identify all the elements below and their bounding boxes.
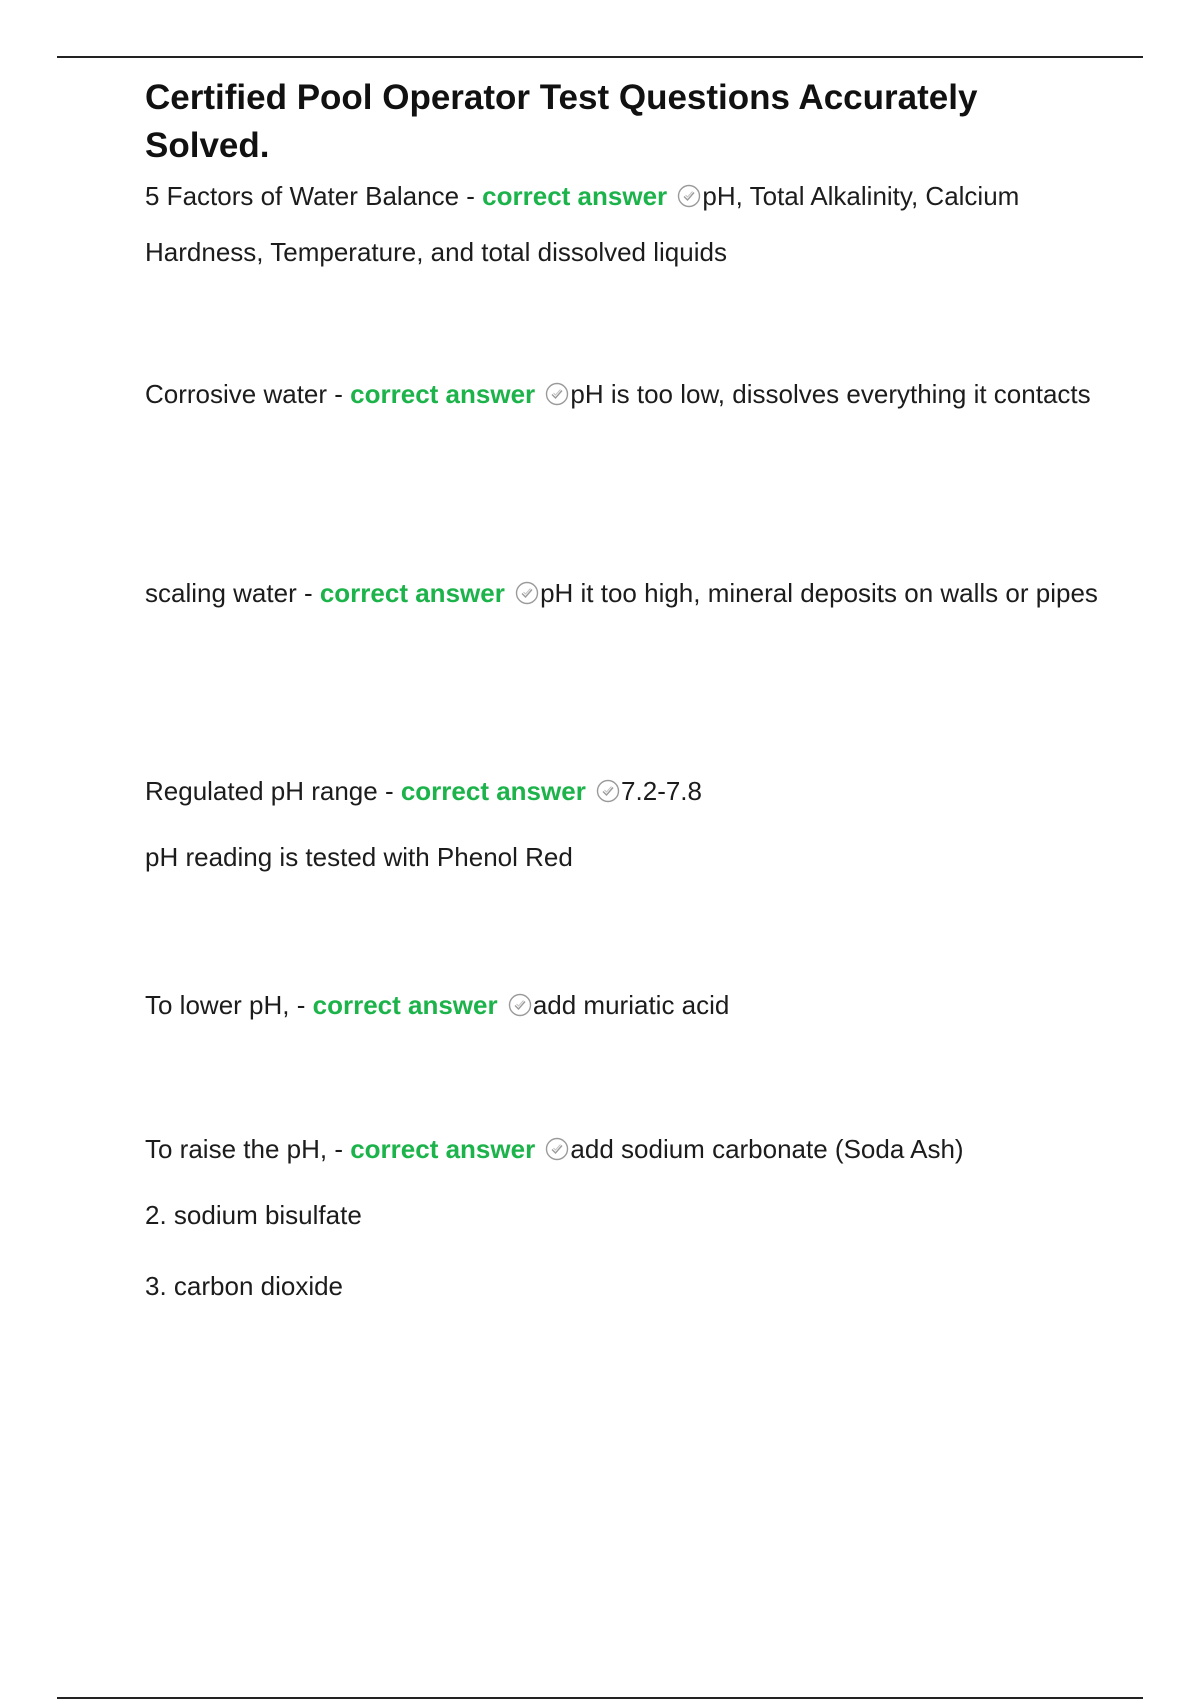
answer-label: correct answer bbox=[319, 578, 505, 608]
check-circle-icon bbox=[545, 1124, 569, 1148]
answer-text: pH is too low, dissolves everything it contacts bbox=[570, 379, 1091, 409]
separator: - bbox=[296, 578, 320, 608]
document-body bbox=[145, 74, 1105, 1301]
separator: - bbox=[327, 379, 351, 409]
check-circle-icon bbox=[515, 568, 539, 592]
extra-line: 3. carbon dioxide bbox=[145, 1271, 344, 1301]
question-text: scaling water bbox=[145, 578, 297, 608]
document-title: Certified Pool Operator Test Questions Accurately Solved. bbox=[145, 78, 978, 165]
qa-item bbox=[145, 366, 1105, 422]
extra-line: pH reading is tested with Phenol Red bbox=[145, 842, 573, 872]
answer-text: 7.2-7.8 bbox=[621, 776, 702, 806]
top-rule bbox=[57, 56, 1143, 58]
qa-item bbox=[145, 168, 1105, 280]
bottom-rule bbox=[57, 1697, 1143, 1699]
extra-line: 2. sodium bisulfate bbox=[145, 1200, 362, 1230]
answer-text: pH it too high, mineral deposits on walls or pipes bbox=[540, 578, 1098, 608]
answer-text: add sodium carbonate (Soda Ash) bbox=[570, 1134, 964, 1164]
separator: - bbox=[459, 181, 483, 211]
separator: - bbox=[327, 1134, 351, 1164]
question-text: Corrosive water bbox=[145, 379, 328, 409]
check-circle-icon bbox=[677, 171, 701, 195]
qa-item bbox=[145, 565, 1105, 621]
question-text: To lower pH, bbox=[145, 990, 290, 1020]
answer-label: correct answer bbox=[350, 1134, 536, 1164]
question-text: To raise the pH, bbox=[145, 1134, 328, 1164]
qa-item bbox=[145, 977, 1105, 1033]
answer-text: pH, Total Alkalinity, Calcium Hardness, Temperature, and total dissolved liquids bbox=[145, 181, 1020, 267]
answer-label: correct answer bbox=[350, 379, 536, 409]
answer-label: correct answer bbox=[400, 776, 586, 806]
answer-label: correct answer bbox=[312, 990, 498, 1020]
answer-label: correct answer bbox=[482, 181, 668, 211]
qa-item bbox=[145, 1121, 1105, 1177]
check-circle-icon bbox=[596, 766, 620, 790]
check-circle-icon bbox=[545, 369, 569, 393]
check-circle-icon bbox=[508, 980, 532, 1004]
separator: - bbox=[377, 776, 401, 806]
answer-text: add muriatic acid bbox=[532, 990, 730, 1020]
question-text: Regulated pH range bbox=[145, 776, 378, 806]
qa-item bbox=[145, 763, 1105, 819]
separator: - bbox=[289, 990, 313, 1020]
question-text: 5 Factors of Water Balance bbox=[145, 181, 460, 211]
